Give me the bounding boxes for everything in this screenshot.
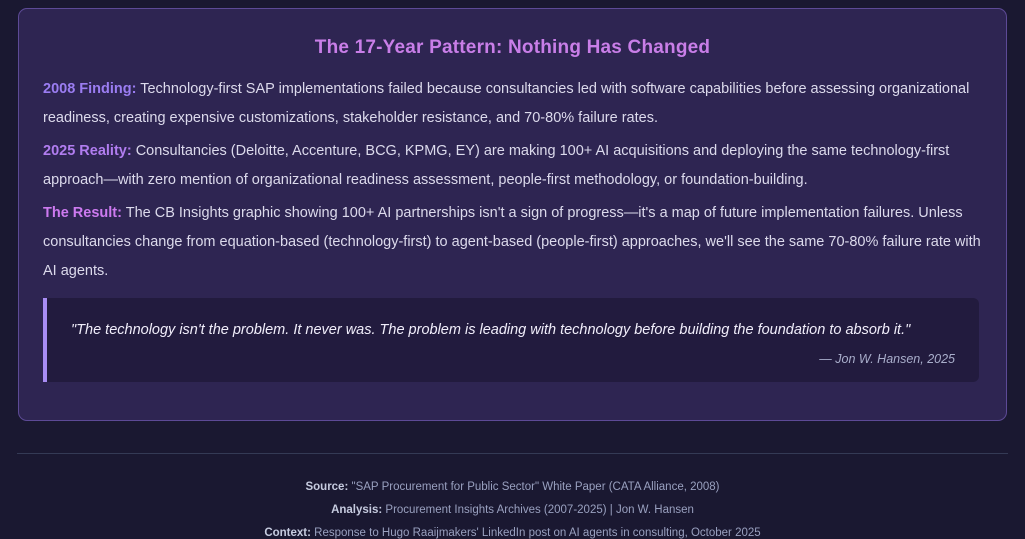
footer-analysis-line <box>0 504 1025 516</box>
page-title: The 17-Year Pattern: Nothing Has Changed <box>314 37 711 58</box>
finding-2008-text: Technology-first SAP implementations failed because consultancies led with software capabilities before assessing organizational readiness, creating expensive customizations, stakeholder resistance, and 70-80% failure rates. <box>43 81 970 126</box>
result-label: The Result: <box>43 205 122 221</box>
footer-analysis-text: Procurement Insights Archives (2007-2025) | Jon W. Hansen <box>382 504 694 516</box>
result-paragraph <box>43 199 982 286</box>
footer-source-line <box>0 481 1025 493</box>
footer <box>0 481 1025 539</box>
pattern-summary-card <box>18 8 1007 421</box>
reality-2025-paragraph <box>43 137 982 195</box>
footer-source-label: Source: <box>305 481 349 493</box>
reality-2025-text: Consultancies (Deloitte, Accenture, BCG, KPMG, EY) are making 100+ AI acquisitions and deploying the same technology-first approach—with zero mention of organizational readiness assessment, people-first methodology, or foundation-building. <box>43 143 950 188</box>
footer-analysis-label: Analysis: <box>331 504 383 516</box>
reality-2025-label: 2025 Reality: <box>43 143 132 159</box>
result-text: The CB Insights graphic showing 100+ AI partnerships isn't a sign of progress—it's a map of future implementation failures. Unless consultancies change from equation-based (technology-first) to agent-based (people-first) approaches, we'll see the same 70-80% failure rate with AI agents. <box>43 205 981 279</box>
footer-source-text: "SAP Procurement for Public Sector" White Paper (CATA Alliance, 2008) <box>348 481 720 493</box>
footer-context-line <box>0 527 1025 539</box>
quote-attribution: — Jon W. Hansen, 2025 <box>819 352 955 366</box>
blockquote <box>43 298 979 382</box>
quote-text: "The technology isn't the problem. It never was. The problem is leading with technology before building the foundation to absorb it." <box>71 322 911 338</box>
finding-2008-label: 2008 Finding: <box>43 81 137 97</box>
finding-2008-paragraph <box>43 75 982 133</box>
footer-context-label: Context: <box>264 527 311 539</box>
footer-context-text: Response to Hugo Raaijmakers' LinkedIn post on AI agents in consulting, October 2025 <box>310 527 761 539</box>
footer-divider <box>17 453 1008 454</box>
